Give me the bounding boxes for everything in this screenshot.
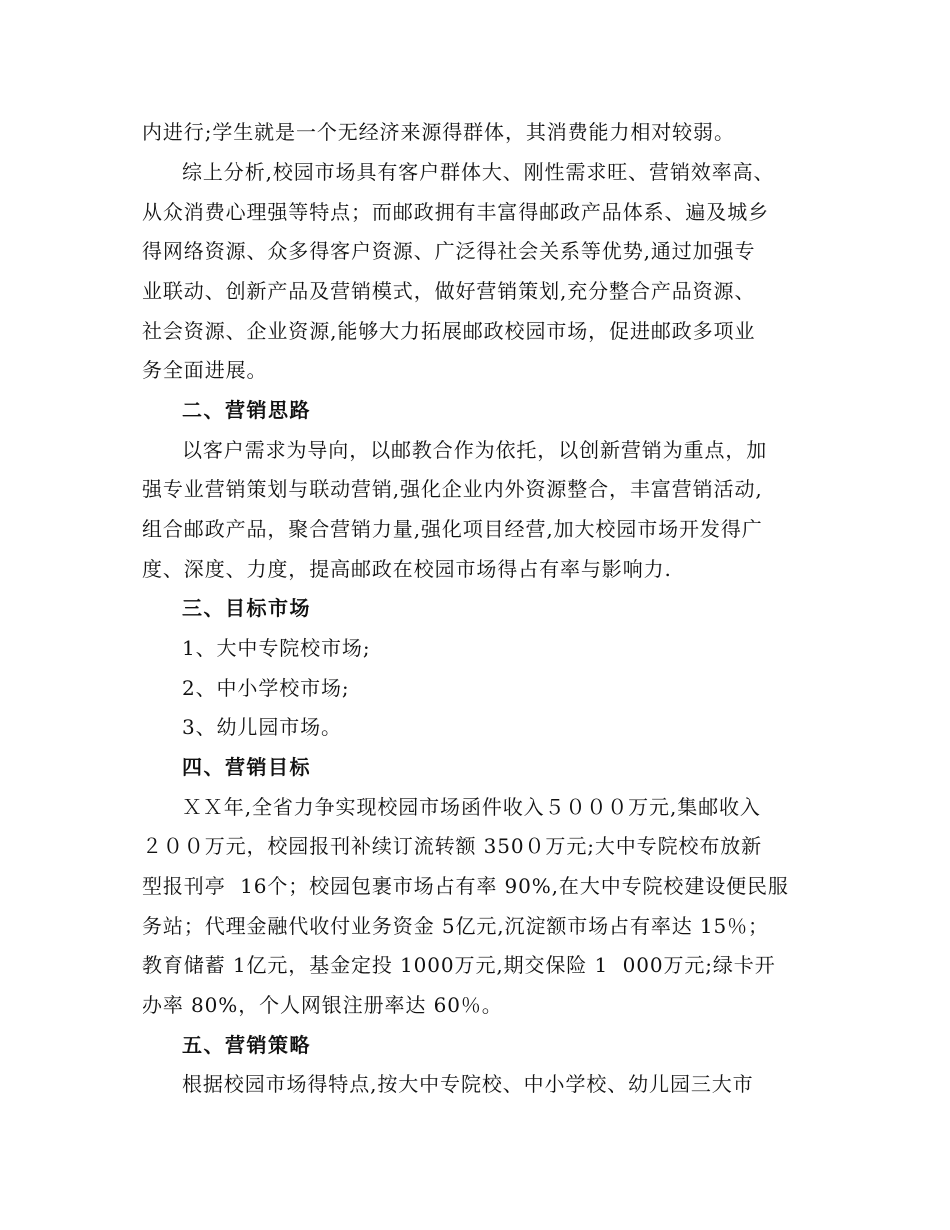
text-line: ２００万元，校园报刊补续订流转额 350０万元;大中专院校布放新 — [142, 834, 763, 858]
list-item-kindergartens: 3、幼儿园市场。 — [182, 715, 342, 739]
text-line: 从众消费心理强等特点；而邮政拥有丰富得邮政产品体系、遍及城乡 — [142, 200, 769, 224]
section-heading-marketing-strategy: 五、营销策略 — [182, 1033, 311, 1057]
paragraph-start-line: 以客户需求为导向，以邮教合作为依托，以创新营销为重点，加 — [182, 438, 768, 462]
paragraph-start-line: 根据校园市场得特点,按大中专院校、中小学校、幼儿园三大市 — [182, 1072, 754, 1096]
list-item-schools: 2、中小学校市场; — [182, 676, 350, 700]
section-heading-marketing-goals: 四、营销目标 — [182, 755, 311, 779]
paragraph-start-line: ＸＸ年,全省力争实现校园市场函件收入５０００万元,集邮收入 — [182, 795, 761, 819]
text-line: 务站；代理金融代收付业务资金 5亿元,沉淀额市场占有率达 15％； — [142, 914, 769, 938]
list-item-universities: 1、大中专院校市场; — [182, 636, 371, 660]
text-line: 组合邮政产品，聚合营销力量,强化项目经营,加大校园市场开发得广 — [142, 517, 763, 541]
text-line: 强专业营销策划与联动营销,强化企业内外资源整合，丰富营销活动, — [142, 477, 763, 501]
text-line: 办率 80%，个人网银注册率达 60％。 — [142, 993, 503, 1017]
text-line: 度、深度、力度，提高邮政在校园市场得占有率与影响力. — [142, 557, 672, 581]
text-line: 社会资源、企业资源,能够大力拓展邮政校园市场，促进邮政多项业 — [142, 319, 756, 343]
text-line: 得网络资源、众多得客户资源、广泛得社会关系等优势,通过加强专 — [142, 239, 756, 263]
paragraph-start-line: 综上分析,校园市场具有客户群体大、刚性需求旺、营销效率高、 — [182, 160, 775, 184]
text-line: 教育储蓄 1亿元，基金定投 1000万元,期交保险 1 000万元;绿卡开 — [142, 953, 776, 977]
text-line: 型报刊亭 16个；校园包裹市场占有率 90%,在大中专院校建设便民服 — [142, 874, 789, 898]
section-heading-marketing-approach: 二、营销思路 — [182, 398, 311, 422]
text-line: 务全面进展。 — [142, 358, 268, 382]
section-heading-target-market: 三、目标市场 — [182, 596, 311, 620]
text-line: 内进行;学生就是一个无经济来源得群体，其消费能力相对较弱。 — [142, 120, 735, 144]
text-line: 业联动、创新产品及营销模式，做好营销策划,充分整合产品资源、 — [142, 279, 756, 303]
